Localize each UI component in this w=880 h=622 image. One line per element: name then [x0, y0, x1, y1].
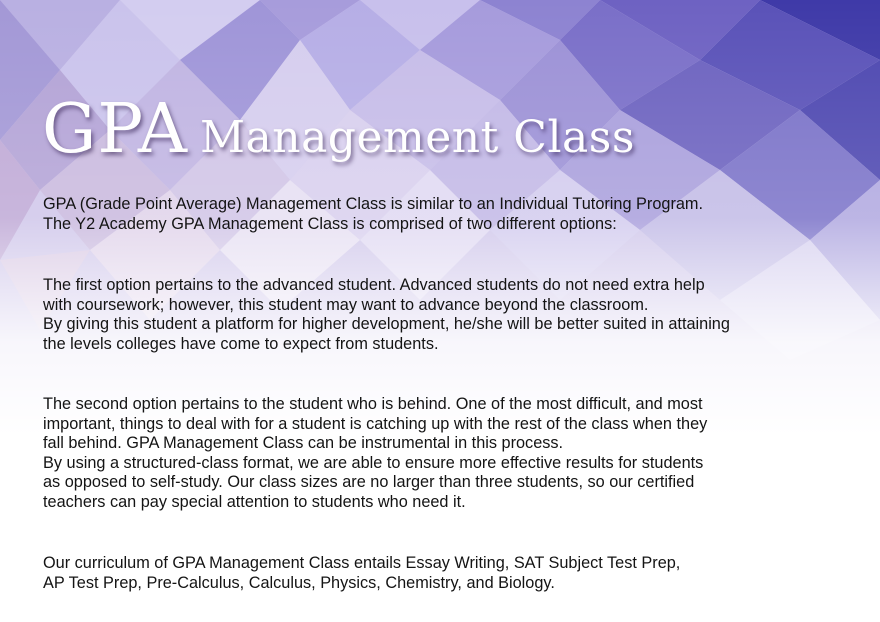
text-line: AP Test Prep, Pre-Calculus, Calculus, Physics, Chemistry, and Biology.: [43, 573, 555, 592]
text-line: teachers can pay special attention to students who need it.: [43, 492, 466, 511]
text-line: By giving this student a platform for higher development, he/she will be better suited in attaining: [43, 315, 730, 333]
text-line: By using a structured-class format, we are able to ensure more effective results for students: [43, 453, 704, 472]
text-line: The Y2 Academy GPA Management Class is comprised of two different options:: [43, 214, 617, 233]
curriculum-paragraph: [43, 554, 680, 593]
text-line: as opposed to self-study. Our class sizes are no larger than three students, so our certified: [43, 473, 695, 491]
text-line: Our curriculum of GPA Management Class entails Essay Writing, SAT Subject Test Prep,: [43, 554, 681, 572]
title-management-class: Management Class: [199, 112, 635, 163]
intro-paragraph: [43, 195, 703, 234]
text-line: GPA (Grade Point Average) Management Class is similar to an Individual Tutoring Program.: [43, 195, 704, 213]
text-line: The second option pertains to the student who is behind. One of the most difficult, and most: [43, 395, 703, 413]
text-line: The first option pertains to the advanced student. Advanced students do not need extra help: [43, 276, 705, 294]
text-line: the levels colleges have come to expect from students.: [43, 334, 439, 353]
text-line: fall behind. GPA Management Class can be instrumental in this process.: [43, 434, 564, 452]
behind-option-paragraph: [43, 395, 707, 512]
text-line: with coursework; however, this student may want to advance beyond the classroom.: [43, 295, 649, 314]
title-gpa: GPA: [42, 90, 188, 169]
advanced-option-paragraph: [43, 276, 730, 354]
page-title: [42, 90, 635, 169]
text-line: important, things to deal with for a student is catching up with the rest of the class when they: [43, 414, 708, 433]
